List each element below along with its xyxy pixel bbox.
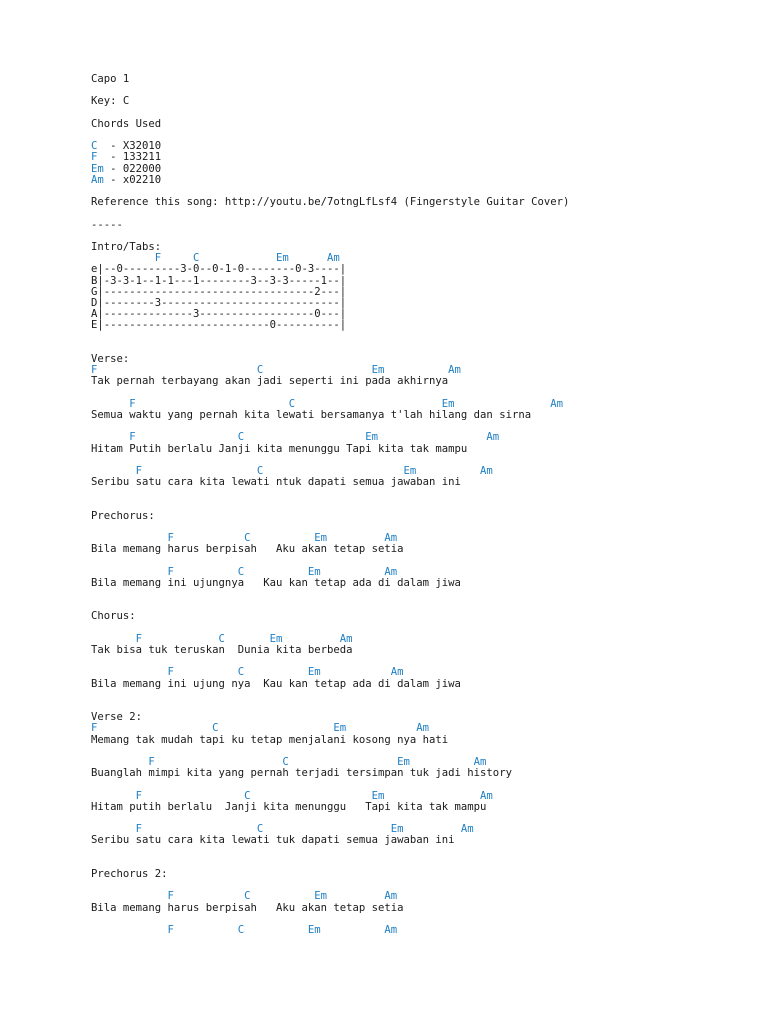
text-line: Seribu satu cara kita lewati ntuk dapati semua jawaban ini [91, 476, 461, 489]
text-line: Hitam Putih berlalu Janji kita menunggu Tapi kita tak mampu [91, 442, 468, 455]
chord-line: F C Em Am [91, 532, 398, 545]
chord-line: F C Em Am [91, 924, 398, 936]
blank-line [91, 779, 569, 790]
text-line: Tak pernah terbayang akan jadi seperti ini pada akhirnya [91, 375, 449, 388]
chord-line: F C Em Am [91, 756, 487, 769]
text-line: Intro/Tabs: [91, 240, 162, 253]
chord-definition [91, 175, 569, 186]
blank-line [91, 85, 569, 96]
text-line: Key: C [91, 95, 130, 108]
text-line: Prechorus 2: [91, 868, 168, 881]
blank-line [91, 600, 569, 611]
chord-line: F C Em Am [91, 789, 493, 802]
chord-line: F C Em Am [91, 431, 500, 444]
text-line: Seribu satu cara kita lewati tuk dapati semua jawaban ini [91, 834, 455, 847]
text-line: Bila memang ini ujungnya Kau kan tetap ada di dalam jiwa [91, 576, 461, 589]
text-line: Bila memang harus berpisah Aku akan tetap setia [91, 901, 404, 914]
chord-name: Am [91, 173, 104, 186]
blank-line [91, 488, 569, 499]
chord-line: F C Em Am [91, 252, 340, 265]
text-line: ----- [91, 218, 123, 231]
text-line: A|--------------3------------------0---| [91, 308, 347, 321]
blank-line [91, 343, 569, 354]
text-line: E|--------------------------0----------| [91, 319, 347, 332]
chord-sheet [91, 74, 569, 936]
blank-line [91, 701, 569, 712]
chord-line: F C Em Am [91, 823, 474, 836]
chord-definition [91, 141, 569, 152]
chord-name: C [91, 140, 104, 153]
blank-line [91, 108, 569, 119]
text-line: Memang tak mudah tapi ku tetap menjalani kosong nya hati [91, 733, 449, 746]
text-line: Bila memang ini ujung nya Kau kan tetap ada di dalam jiwa [91, 677, 461, 690]
text-line: Hitam putih berlalu Janji kita menunggu Tapi kita tak mampu [91, 800, 487, 813]
blank-line [91, 500, 569, 511]
chord-name: F [91, 151, 104, 164]
text-line: Chorus: [91, 610, 136, 623]
text-line: Reference this song: http://youtu.be/7otngLfLsf4 (Fingerstyle Guitar Cover) [91, 196, 570, 209]
text-line: G|---------------------------------2---| [91, 285, 347, 298]
chord-name: Em [91, 162, 104, 175]
chord-fingering: - 133211 [103, 151, 162, 164]
blank-line [91, 130, 569, 141]
chord-fingering: - 022000 [103, 162, 162, 175]
blank-line [91, 690, 569, 701]
chord-line: F C Em Am [91, 890, 398, 903]
chord-definition [91, 164, 569, 175]
text-line: D|--------3----------------------------| [91, 296, 347, 309]
chord-line: F C Em Am [91, 722, 430, 735]
text-line: Tak bisa tuk teruskan Dunia kita berbeda [91, 644, 353, 657]
blank-line [91, 332, 569, 343]
text-line: Verse: [91, 352, 130, 365]
chord-line: F C Em Am [91, 364, 461, 377]
chord-line: F C Em Am [91, 397, 563, 410]
blank-line [91, 847, 569, 858]
text-line: Prechorus: [91, 509, 155, 522]
chord-line: F C Em Am [91, 565, 398, 578]
chord-line: F C Em Am [91, 632, 353, 645]
text-line: Bila memang harus berpisah Aku akan tetap setia [91, 543, 404, 556]
text-line: Buanglah mimpi kita yang pernah terjadi tersimpan tuk jadi history [91, 767, 512, 780]
text-line: B|-3-3-1--1-1---1--------3--3-3-----1--| [91, 274, 347, 287]
text-line: Semua waktu yang pernah kita lewati bersamanya t'lah hilang dan sirna [91, 408, 532, 421]
blank-line [91, 208, 569, 219]
text-line: Capo 1 [91, 73, 130, 85]
blank-line [91, 589, 569, 600]
blank-line [91, 231, 569, 242]
chord-fingering: - X32010 [103, 140, 162, 153]
chord-line: F C Em Am [91, 666, 404, 679]
chord-definition [91, 152, 569, 163]
chord-fingering: - x02210 [103, 173, 162, 186]
text-line: e|--0---------3-0--0-1-0--------0-3----| [91, 263, 347, 276]
text-line: Verse 2: [91, 711, 143, 724]
text-line: Chords Used [91, 117, 162, 130]
chord-line: F C Em Am [91, 464, 493, 477]
